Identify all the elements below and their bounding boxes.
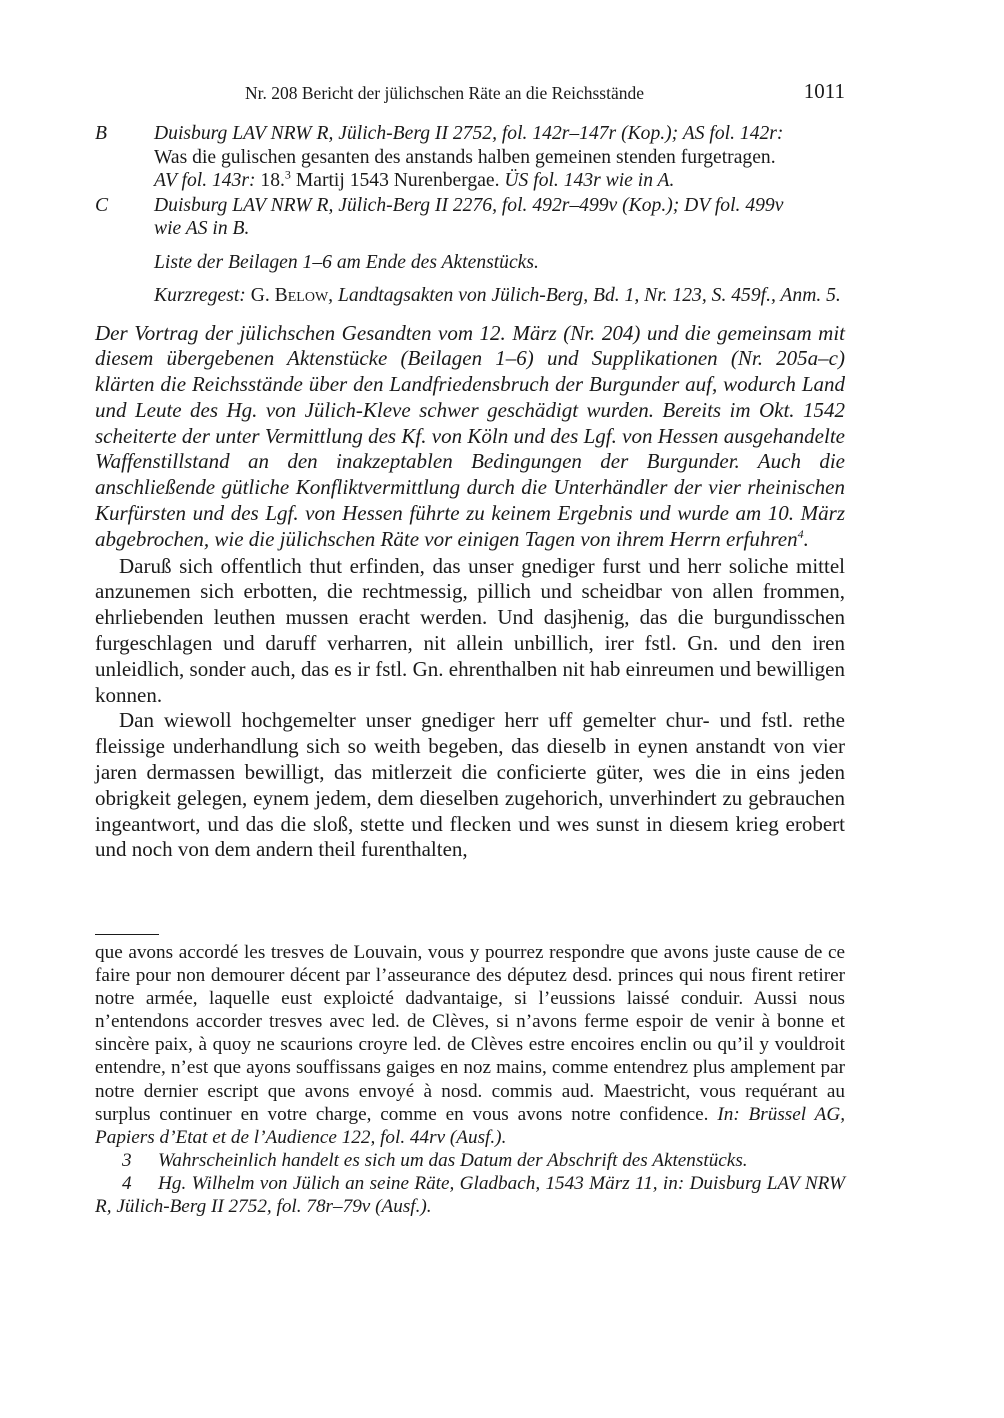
footnote-rule — [95, 934, 159, 935]
footnote-number: 4 — [122, 1172, 132, 1194]
kurzregest-label: Kurzregest: — [154, 285, 246, 306]
introduction-end: . — [803, 526, 809, 551]
footnote-3 — [95, 1149, 845, 1172]
source-archival-heading: Was die gulischen gesanten des anstands halben gemeinen stenden furgetragen. — [154, 146, 776, 168]
footnote-continuation — [95, 941, 845, 1149]
source-date-place: Martij 1543 Nurenbergae. — [290, 170, 500, 191]
running-title: Nr. 208 Bericht der jülichschen Räte an die Reichsstände — [245, 83, 644, 103]
page-header — [95, 79, 845, 107]
source-archive-reference: Duisburg LAV NRW R, Jülich-Berg II 2276, fol. 492r–499v (Kop.); DV fol. 499v — [154, 194, 784, 216]
page-number: 1011 — [803, 79, 845, 103]
footnote-continuation-text: que avons accordé les tresves de Louvain, vous y pourrez respondre que avons juste cause de ce faire pour non demourer décent par l’asseurance des députez desd. princes qui nous firent retirer notre armée, laquelle eust exploicté dadvantaige, si l’eussions laissé conduir. Aussi nous n’entendons accorder tresves avec led. de Clèves, si n’avons ferme espoir de venir à bonne et sincère paix, à quoy ne scaurions croyre led. de Clèves estre encoires enclin ou qu’il y vouldroit entendre, n’est que ayons souffissans gaiges en noz mains, comme entendrez plus amplement par notre dernier escript que avons envoyé à nosd. commis aud. Maestricht, vous requérant au surplus continuer en votre charge, comme en vous avons notre confidence. — [95, 942, 845, 1125]
source-us-note: ÜS fol. 143r wie in A. — [499, 170, 675, 191]
source-entry-b — [95, 122, 845, 193]
footnote-text: Hg. Wilhelm von Jülich an seine Räte, Gladbach, 1543 März 11, in: Duisburg LAV NRW R, Jülich-Berg II 2752, fol. 78r–79v (Ausf.). — [95, 1172, 845, 1218]
kurzregest-author-name: Below — [274, 285, 329, 306]
footnote-ref-3: 3 — [284, 167, 291, 182]
kurzregest-author-initial: G. — [245, 285, 275, 306]
source-siglum: C — [95, 194, 109, 216]
footnotes — [95, 941, 845, 1218]
source-archive-reference-cont: wie AS in B. — [154, 218, 250, 239]
footnote-ref-4: 4 — [797, 526, 804, 541]
footnote-text: Wahrscheinlich handelt es sich um das Datum der Abschrift des Aktenstücks. — [158, 1149, 748, 1171]
source-av-label: AV fol. 143r: — [154, 170, 256, 191]
beilagen-note: Liste der Beilagen 1–6 am Ende des Aktenstücks. — [154, 251, 539, 273]
source-day: 18. — [255, 170, 285, 191]
source-entry-c — [95, 194, 845, 241]
footnote-number: 3 — [122, 1149, 132, 1171]
introduction-text: Der Vortrag der jülichschen Gesandten vom 12. März (Nr. 204) und die gemeinsam mit diesem übergebenen Aktenstücke (Beilagen 1–6) und Supplikationen (Nr. 205a–c) klärten die Reichsstände über den Landfriedensbruch der Burgunder auf, wodurch Land und Leute des Hg. von Jülich-Kleve schwer geschädigt wurden. Bereits im Okt. 1542 scheiterte der unter Vermittlung des Kf. von Köln und des Lgf. von Hessen ausgehandelte Waffenstillstand an den inakzeptablen Bedingungen der Burgunder. Auch die anschließende gütliche Konfliktvermittlung durch die Unterhändler der vier rheinischen Kurfürsten und des Lgf. von Hessen führte zu keinem Ergebnis und wurde am 10. März abgebrochen, wie die jülichschen Räte vor einigen Tagen von ihrem Herrn erfuhren — [95, 320, 845, 551]
body-paragraph: Dan wiewoll hochgemelter unser gnediger herr uff gemelter chur- und fstl. rethe fleissige underhandlung sich so weith begeben, das dieselb in eynen anstandt von vier jaren dermassen bewilligt, das mitlerzeit die conficierte güter, wes die in eins jeden obrigkeit gelegen, eynem jedem, dem dieselben zugehorich, unverhindert zu gebrauchen ingeantwort, und das die sloß, stette und flecken und wes sunst in diesem krieg erobert und noch von dem andern theil furenthalten, — [95, 708, 845, 862]
document-body — [95, 554, 845, 864]
source-siglum: B — [95, 123, 107, 144]
footnote-continuation-ref: In: Brüssel AG, Papiers d’Etat et de l’Audience 122, fol. 44rv (Ausf.). — [95, 1103, 845, 1148]
body-paragraph: Daruß sich offentlich thut erfinden, das unser gnediger furst und herr soliche mittel anzunemen sich erbotten, die rechtmessig, pillich und scheidbar von allen frommen, ehrliebenden leuthen mussen eracht werden. Und dasjhenig, das die burgundisschen furgeschlagen und daruff verharren, nit allein unbillich, irer fstl. Gn. und den iren unleidlich, sonder auch, das es ir fstl. Gn. ehrenthalben nit hab einreumen und bewilligen konnen. — [95, 553, 845, 707]
kurzregest-reference: , Landtagsakten von Jülich-Berg, Bd. 1, Nr. 123, S. 459f., Anm. 5. — [328, 285, 841, 306]
source-dating-line — [154, 169, 845, 193]
main-content — [95, 122, 845, 863]
footnote-4 — [95, 1172, 845, 1218]
source-archive-reference: Duisburg LAV NRW R, Jülich-Berg II 2752, fol. 142r–147r (Kop.); AS fol. 142r: — [154, 123, 784, 144]
kurzregest-note — [95, 284, 845, 308]
editorial-introduction — [95, 321, 845, 553]
